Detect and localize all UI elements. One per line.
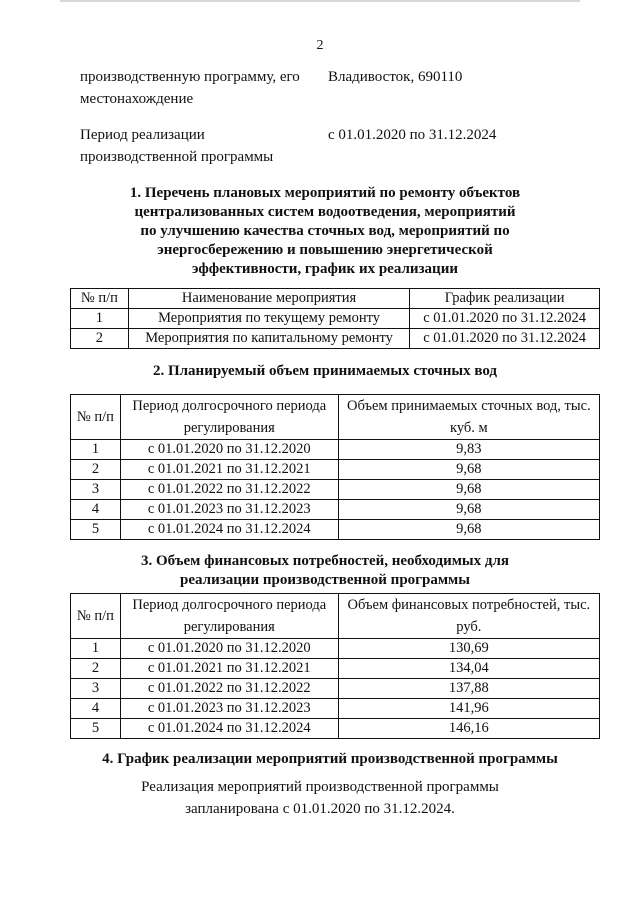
table-row [71, 659, 600, 679]
cell: с 01.01.2023 по 31.12.2023 [120, 699, 338, 719]
info-value-location: Владивосток, 690110 [328, 69, 463, 85]
financial-needs-table [70, 593, 600, 739]
header-number: № п/п [71, 594, 121, 639]
table-row [71, 460, 600, 480]
title-line: 1. Перечень плановых мероприятий по ремонту объектов [129, 185, 521, 201]
info-label-line: местонахождение [80, 91, 194, 107]
cell: 9,68 [338, 520, 599, 540]
cell: 1 [71, 309, 129, 329]
cell: 5 [71, 520, 121, 540]
cell: 9,68 [338, 480, 599, 500]
header-number: № п/п [71, 289, 129, 309]
cell: Мероприятия по текущему ремонту [128, 309, 410, 329]
table-row [71, 440, 600, 460]
cell: с 01.01.2020 по 31.12.2024 [410, 329, 600, 349]
header-schedule: График реализации [410, 289, 600, 309]
section3-title [80, 552, 570, 590]
cell: 4 [71, 500, 121, 520]
cell: 137,88 [338, 679, 599, 699]
cell: с 01.01.2024 по 31.12.2024 [120, 520, 338, 540]
title-line: энергосбережению и повышению энергетической [157, 242, 493, 258]
text-line: запланирована с 01.01.2020 по 31.12.2024. [185, 801, 455, 817]
section4-title: 4. График реализации мероприятий производственной программы [102, 751, 558, 767]
title-line: 3. Объем финансовых потребностей, необходимых для [140, 553, 510, 569]
section1-title [80, 184, 570, 279]
page-number: 2 [316, 38, 324, 53]
cell: 146,16 [338, 719, 599, 739]
table-header-row [71, 594, 600, 639]
table-header-row [71, 395, 600, 440]
table-row [71, 639, 600, 659]
cell: 1 [71, 440, 121, 460]
table-row [71, 480, 600, 500]
cell: 2 [71, 659, 121, 679]
cell: с 01.01.2023 по 31.12.2023 [120, 500, 338, 520]
cell: 141,96 [338, 699, 599, 719]
title-line: по улучшению качества сточных вод, мероприятий по [140, 223, 510, 239]
cell: 5 [71, 719, 121, 739]
cell: 2 [71, 460, 121, 480]
table-row [71, 309, 600, 329]
cell: 134,04 [338, 659, 599, 679]
title-line: эффективности, график их реализации [192, 261, 458, 277]
cell: с 01.01.2022 по 31.12.2022 [120, 480, 338, 500]
cell: 4 [71, 699, 121, 719]
cell: 2 [71, 329, 129, 349]
cell: 1 [71, 639, 121, 659]
info-label-line: Период реализации [80, 127, 205, 143]
cell: с 01.01.2021 по 31.12.2021 [120, 659, 338, 679]
table-row [71, 520, 600, 540]
section4-text [0, 776, 640, 820]
info-label-line: производственной программы [80, 149, 274, 165]
cell: 3 [71, 480, 121, 500]
cell: 9,68 [338, 500, 599, 520]
cell: с 01.01.2020 по 31.12.2020 [120, 440, 338, 460]
info-value-period: с 01.01.2020 по 31.12.2024 [328, 127, 497, 143]
text-line: Реализация мероприятий производственной программы [141, 779, 499, 795]
section2-title: 2. Планируемый объем принимаемых сточных вод [152, 363, 498, 379]
cell: с 01.01.2024 по 31.12.2024 [120, 719, 338, 739]
info-label-line: производственную программу, его [80, 69, 300, 85]
header-financial: Объем финансовых потребностей, тыс. руб. [338, 594, 599, 639]
cell: 9,83 [338, 440, 599, 460]
header-period: Период долгосрочного периода регулирования [120, 395, 338, 440]
header-measure-name: Наименование мероприятия [128, 289, 410, 309]
title-line: реализации производственной программы [180, 572, 470, 588]
scan-top-edge [60, 0, 580, 2]
header-number: № п/п [71, 395, 121, 440]
measures-table [70, 288, 600, 349]
info-label-location [80, 66, 320, 110]
info-label-period [80, 124, 320, 168]
cell: 3 [71, 679, 121, 699]
table-row [71, 699, 600, 719]
table-row [71, 719, 600, 739]
cell: с 01.01.2020 по 31.12.2024 [410, 309, 600, 329]
table-row [71, 329, 600, 349]
cell: с 01.01.2020 по 31.12.2020 [120, 639, 338, 659]
table-header-row [71, 289, 600, 309]
cell: с 01.01.2022 по 31.12.2022 [120, 679, 338, 699]
cell: с 01.01.2021 по 31.12.2021 [120, 460, 338, 480]
table-row [71, 679, 600, 699]
header-period: Период долгосрочного периода регулирования [120, 594, 338, 639]
cell: Мероприятия по капитальному ремонту [128, 329, 410, 349]
cell: 130,69 [338, 639, 599, 659]
cell: 9,68 [338, 460, 599, 480]
header-volume: Объем принимаемых сточных вод, тыс. куб. м [338, 395, 599, 440]
title-line: централизованных систем водоотведения, мероприятий [134, 204, 516, 220]
table-row [71, 500, 600, 520]
wastewater-volume-table [70, 394, 600, 540]
